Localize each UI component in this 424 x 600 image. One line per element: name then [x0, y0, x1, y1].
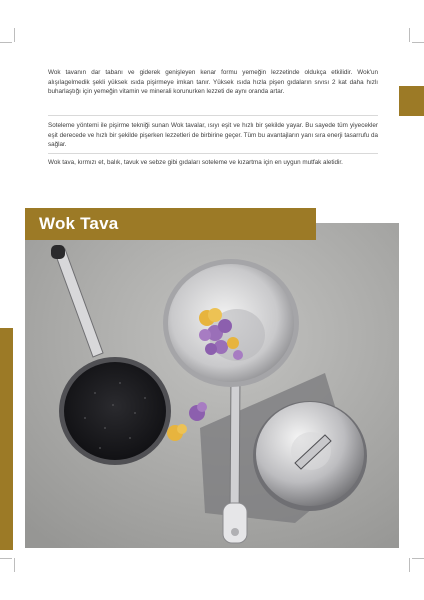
intro-paragraph-2: Soteleme yöntemi ile pişirme tekniği sunan Wok tavalar, ısıyı eşit ve hızlı bir şekilde yayar. Bu sayede tüm yiyecekler eşit derecede ve hızlı bir şekilde pişerken lezzetleri de birbirine geçer. Tüm bu avantajların yanı sıra enerji tasarrufu da sağlar.	[48, 122, 378, 149]
crop-mark	[412, 558, 424, 559]
crop-mark	[0, 42, 12, 43]
crop-mark	[409, 28, 410, 42]
crop-mark	[14, 558, 15, 572]
divider	[48, 115, 378, 116]
product-photo	[25, 223, 399, 548]
page-edge-tab	[399, 86, 424, 116]
intro-paragraph-3: Wok tava, kırmızı et, balık, tavuk ve sebze gibi gıdaları soteleme ve kızartma için en uygun mutfak aletidir.	[48, 159, 343, 166]
crop-mark	[0, 558, 12, 559]
lid	[253, 401, 367, 511]
section-title: Wok Tava	[39, 214, 119, 233]
crop-mark	[409, 558, 410, 572]
crop-mark	[412, 42, 424, 43]
section-banner	[25, 208, 316, 240]
intro-paragraph-1: Wok tavanın dar tabanı ve giderek genişleyen kenar formu yemeğin lezzetinde oldukça etkilidir. Wok'un alışılagelmedik şekli yüksek ısıda pişirmeye imkan tanır. Yüksek ısıda hızla pişen gıdaların sıvısı 2 kat daha hızlı buharlaştığı için yemeğin vitamin ve minerali korunurken lezzeti de aynı oranda artar.	[48, 69, 378, 96]
crop-mark	[14, 28, 15, 42]
divider	[48, 153, 378, 154]
side-accent-bar	[0, 328, 13, 550]
